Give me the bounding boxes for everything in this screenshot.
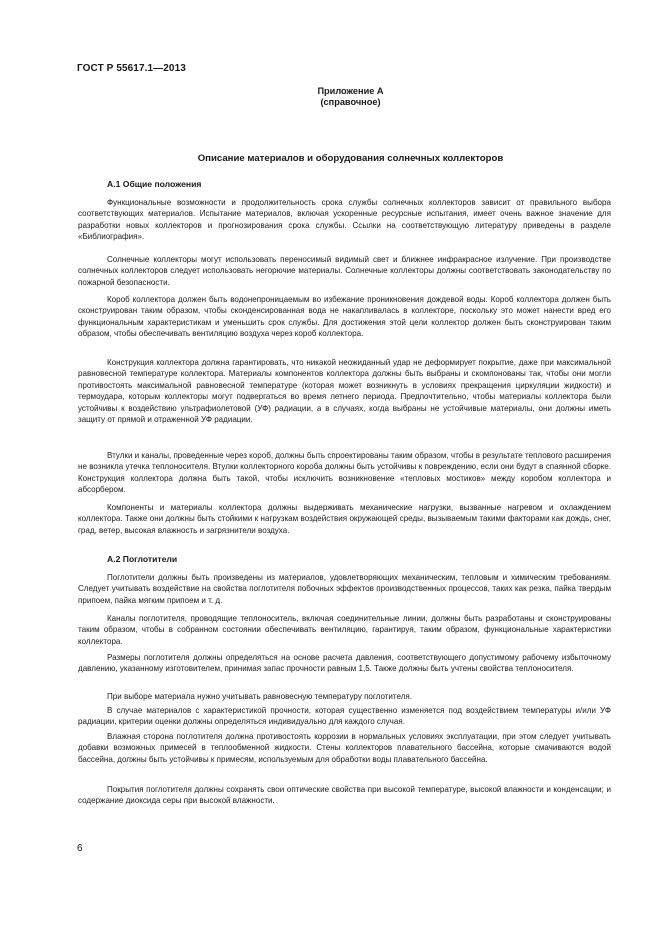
paragraph: Солнечные коллекторы могут использовать переносимый видимый свет и ближнее инфракрасное излучение. При производстве солнечных коллекторов следует использовать негорючие материалы. Солнечные коллекторы должны соответствовать законодательству по пожарной безопасности. (78, 255, 611, 287)
document-title: Описание материалов и оборудования солнечных коллекторов (197, 153, 504, 164)
paragraph: Поглотители должны быть произведены из материалов, удовлетворяющих механическим, тепловым и химическим требованиям. Следует учитывать воздействие на свойства поглотителя побочных эффектов производственных процессов, таких как резка, пайка твердым припоем, пайка мягким припоем и т. д. (78, 573, 611, 605)
paragraph: Короб коллектора должен быть водонепроницаемым во избежание проникновения дождевой воды. Короб коллектора должен быть сконструирован таким образом, чтобы сконденсированная вода не накапливалась в коллекторе, поскольку это может нанести вред его функциональным характеристикам и уменьшить срок службы. Для достижения этой цели коллектор должен быть сконструирован таким образом, чтобы обеспечивать вентиляцию воздуха через короб коллектора. (78, 295, 611, 339)
paragraph: Влажная сторона поглотителя должна противостоять коррозии в нормальных условиях эксплуатации, при этом следует учитывать добавки возможных примесей в теплообменной жидкости. Стены коллекторов плавательного бассейна, которые смачиваются водой бассейна, должны быть устойчивы к примесям, используемым для обработки воды плавательного бассейна. (78, 732, 611, 764)
paragraph: Функциональные возможности и продолжительность срока службы солнечных коллекторов зависит от правильного выбора соответствующих материалов. Испытание материалов, включая ускоренные ресурсные испытания, имеет очень важное значение для разработки новых коллекторов и прогнозирования срока службы. Ссылки на соответствующую литературу приведены в разделе «Библиография». (78, 198, 611, 242)
paragraph: Размеры поглотителя должны определяться на основе расчета давления, соответствующего допустимому рабочему избыточному давлению, указанному изготовителем, принимая запас прочности равным 1,5. Также должны быть учтены свойства теплоносителя. (78, 653, 611, 674)
paragraph: Покрытия поглотителя должны сохранять свои оптические свойства при высокой температуре, высокой влажности и конденсации; и содержание диоксида серы при высокой влажности. (78, 785, 611, 806)
page-number: 6 (77, 843, 83, 854)
paragraph: В случае материалов с характеристикой прочности, которая существенно изменяется под воздействием температуры и/или УФ радиации, критерии оценки должны определяться индивидуально для каждого случая. (78, 706, 611, 727)
paragraph: Втулки и каналы, проведенные через короб, должны быть спроектированы таким образом, чтобы в результате теплового расширения не возникла утечка теплоносителя. Втулки коллекторного короба должны быть устойчивы к повреждению, если они будут в спаянной сборке. Конструкция коллектора должна быть такой, чтобы исключить возникновение «тепловых мостиков» между коробом коллектора и абсорбером. (78, 451, 611, 495)
section-heading-absorbers: А.2 Поглотители (107, 554, 178, 564)
appendix-subtitle: (справочное) (320, 97, 381, 107)
paragraph: Конструкция коллектора должна гарантировать, что никакой неожиданный удар не деформирует покрытие, даже при максимальной равновесной температуре коллектора. Материалы компонентов коллектора должны быть выбраны и скомпонованы так, чтобы они могли противостоять максимальной равновесной температуре (которая может возникнуть в условиях прекращения циркуляции жидкости) и термоудара, которым коллекторы могут подвергаться во время летнего периода. Предпочтительно, чтобы материалы коллектора были устойчивы к воздействию ультрафиолетовой (УФ) радиации, а в случаях, когда выбраны не устойчивые материалы, они должны иметь защиту от прямой и отраженной УФ радиации. (78, 358, 611, 425)
paragraph: Каналы поглотителя, проводящие теплоноситель, включая соединительные линии, должны быть разработаны и сконструированы таким образом, чтобы в собранном состоянии обеспечивать вентиляцию, гарантируя, таким образом, функциональные характеристики коллектора. (78, 614, 611, 646)
section-heading-general: А.1 Общие положения (107, 179, 202, 189)
appendix-title: Приложение А (317, 86, 384, 96)
standard-header: ГОСТ Р 55617.1—2013 (77, 63, 186, 74)
paragraph: При выборе материала нужно учитывать равновесную температуру поглотителя. (107, 692, 413, 701)
paragraph: Компоненты и материалы коллектора должны выдерживать механические нагрузки, вызванные нагревом и охлаждением коллектора. Также они должны быть стойкими к нагрузкам воздействия окружающей среды, вызываемым такими факторами как дождь, снег, град, ветер, высокая влажность и загрязнители воздуха. (78, 503, 611, 535)
